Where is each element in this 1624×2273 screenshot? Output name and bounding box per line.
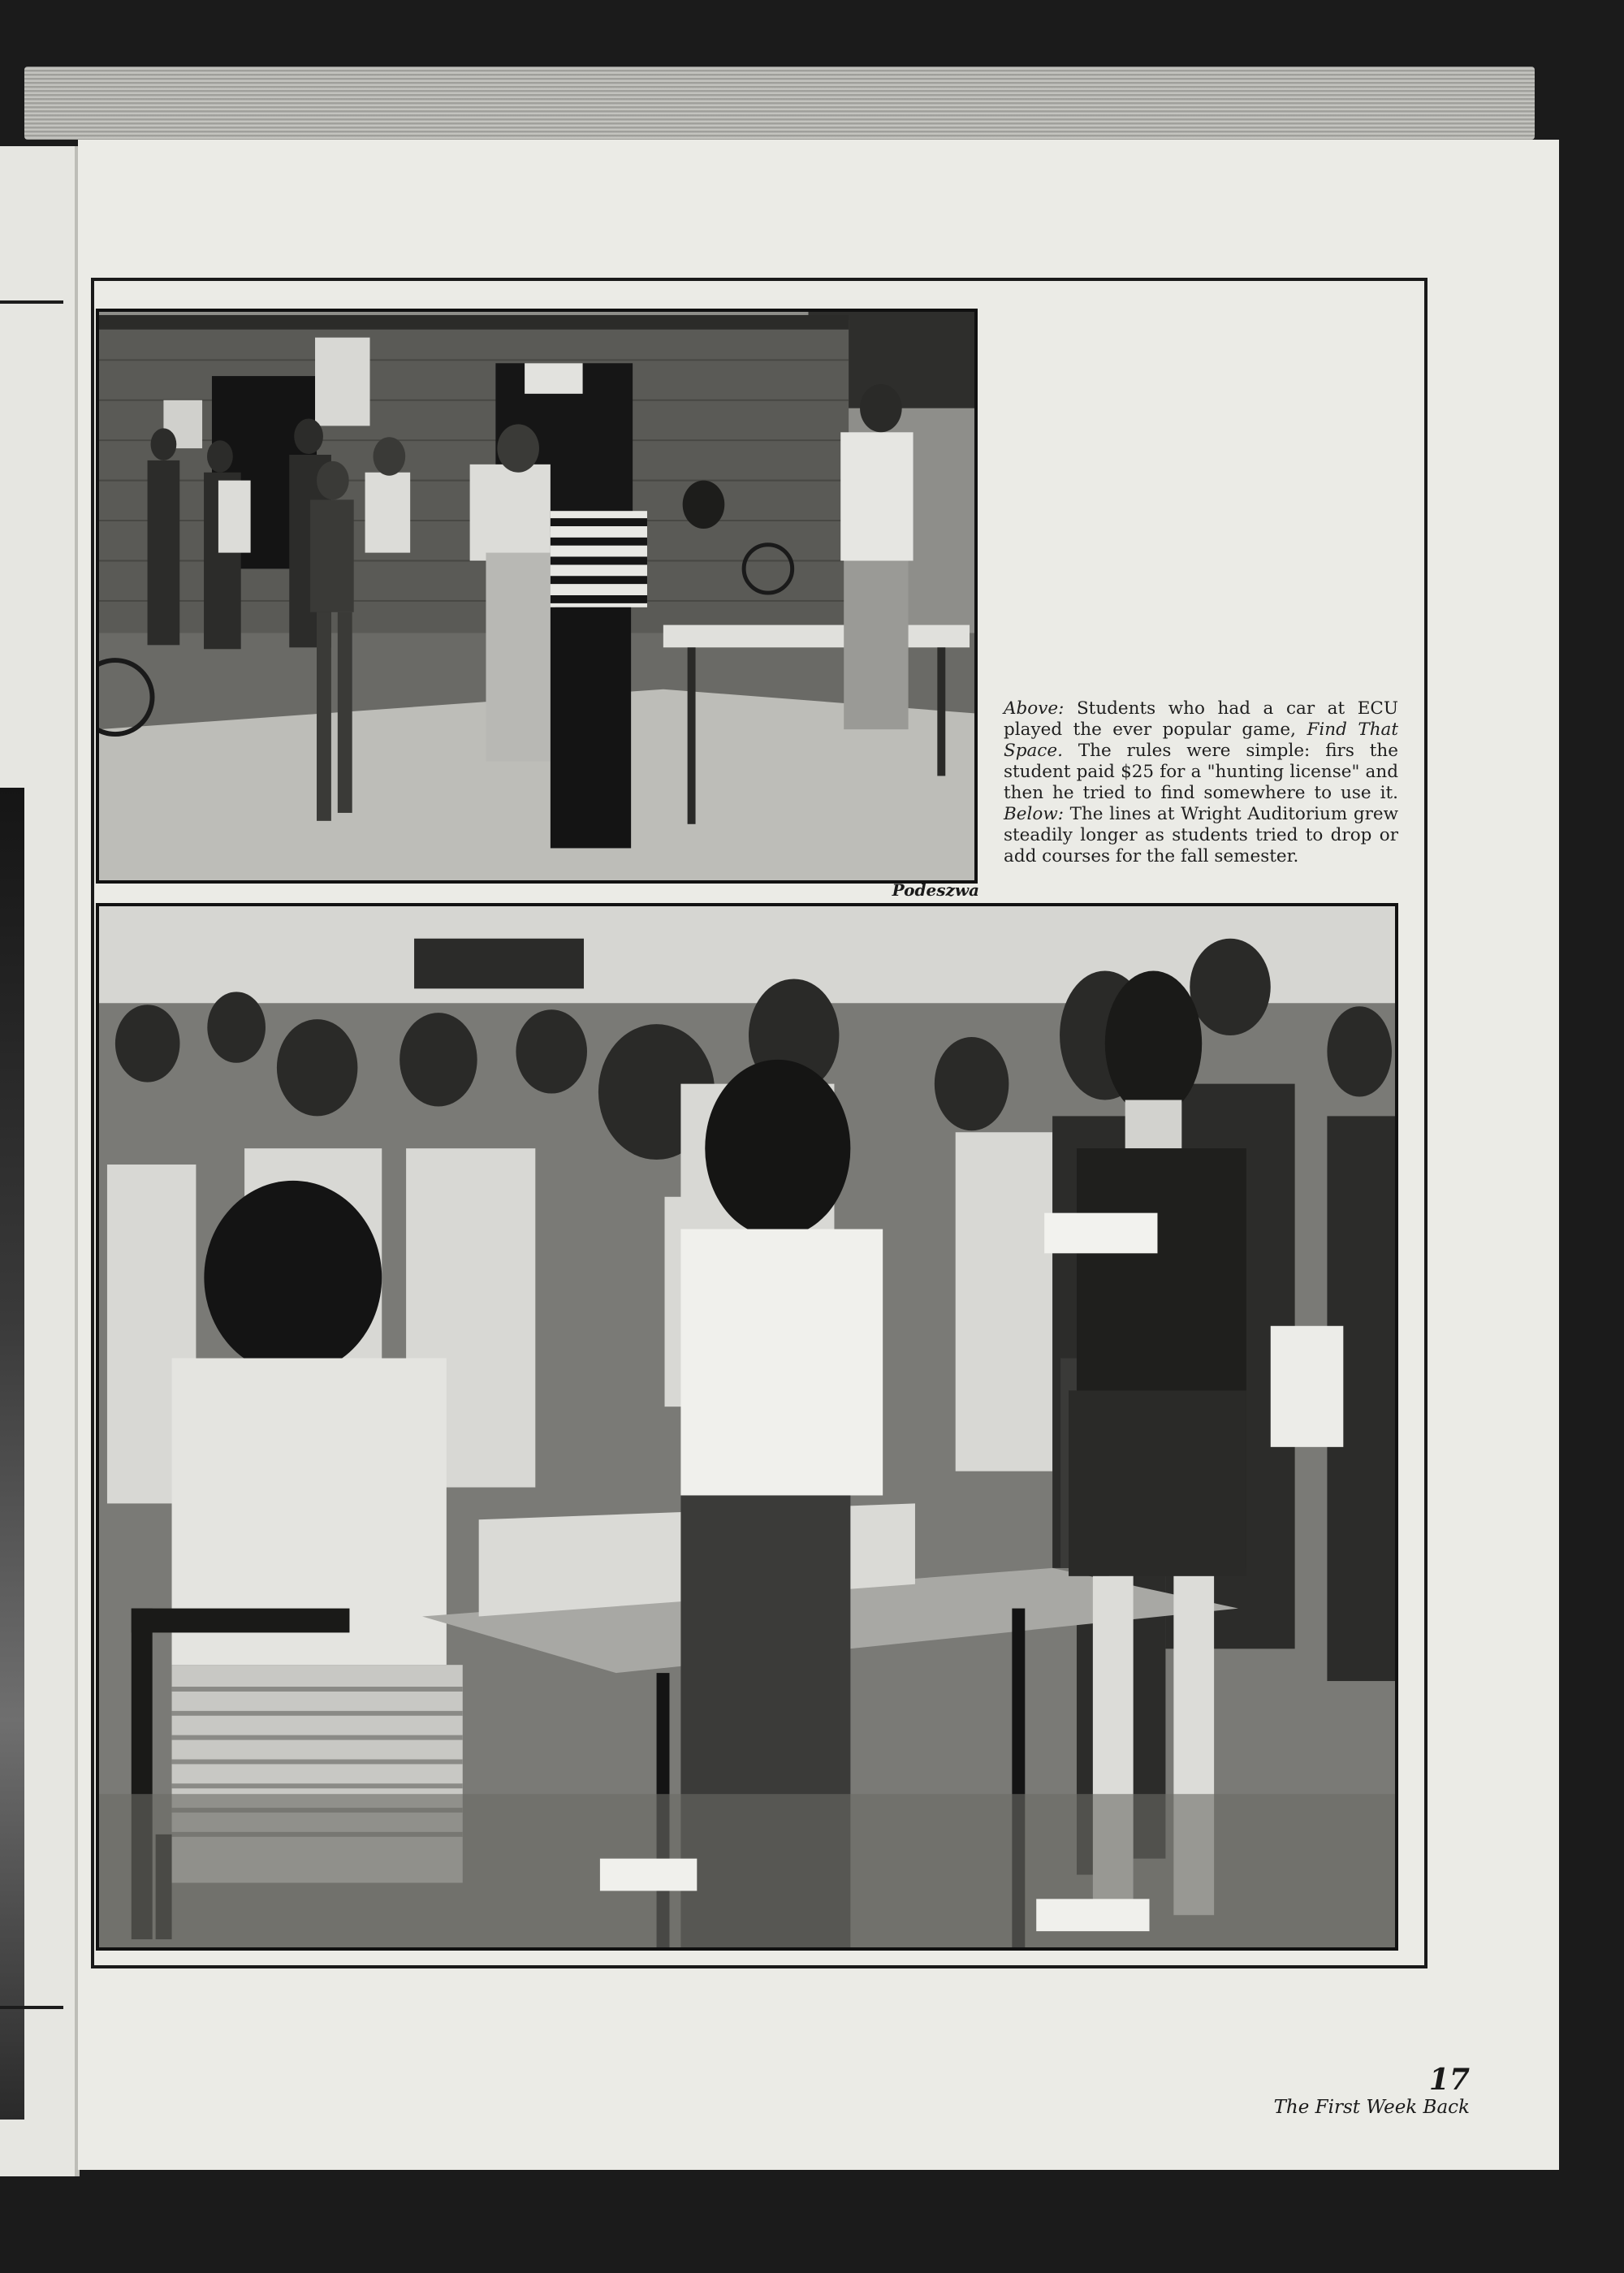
caption-below-label: Below: [1004, 804, 1064, 824]
caption-part-2: The rules were simple: firs the student paid $25 for a "hunting license" and then he tried to find somewhere to use it. [1004, 741, 1398, 803]
photo-credit: Podeszwa [892, 880, 979, 900]
caption-part-3: The lines at Wright Auditorium grew steadily longer as students tried to drop or add courses for the fall semester. [1004, 804, 1398, 866]
facing-page-left [0, 146, 80, 2176]
page-number: 17 [1428, 2063, 1470, 2097]
photo-caption [1004, 698, 1398, 867]
photo-parking-line-image [99, 312, 974, 880]
photo-parking-line [96, 309, 978, 884]
caption-game-title: Find That Space. [1004, 719, 1398, 761]
caption-part-1: Students who had a car at ECU played the ever popular game, [1004, 698, 1398, 740]
yearbook-page [78, 140, 1559, 2170]
left-page-rule-bottom [0, 2006, 63, 2009]
page-stack-edge [24, 67, 1535, 140]
photo-registration-line-image [99, 906, 1395, 1947]
section-title: The First Week Back [1273, 2097, 1470, 2118]
caption-above-label: Above: [1004, 698, 1065, 719]
photo-registration-line [96, 903, 1398, 1951]
left-page-rule-top [0, 300, 63, 304]
left-page-photo-edge [0, 788, 24, 2120]
